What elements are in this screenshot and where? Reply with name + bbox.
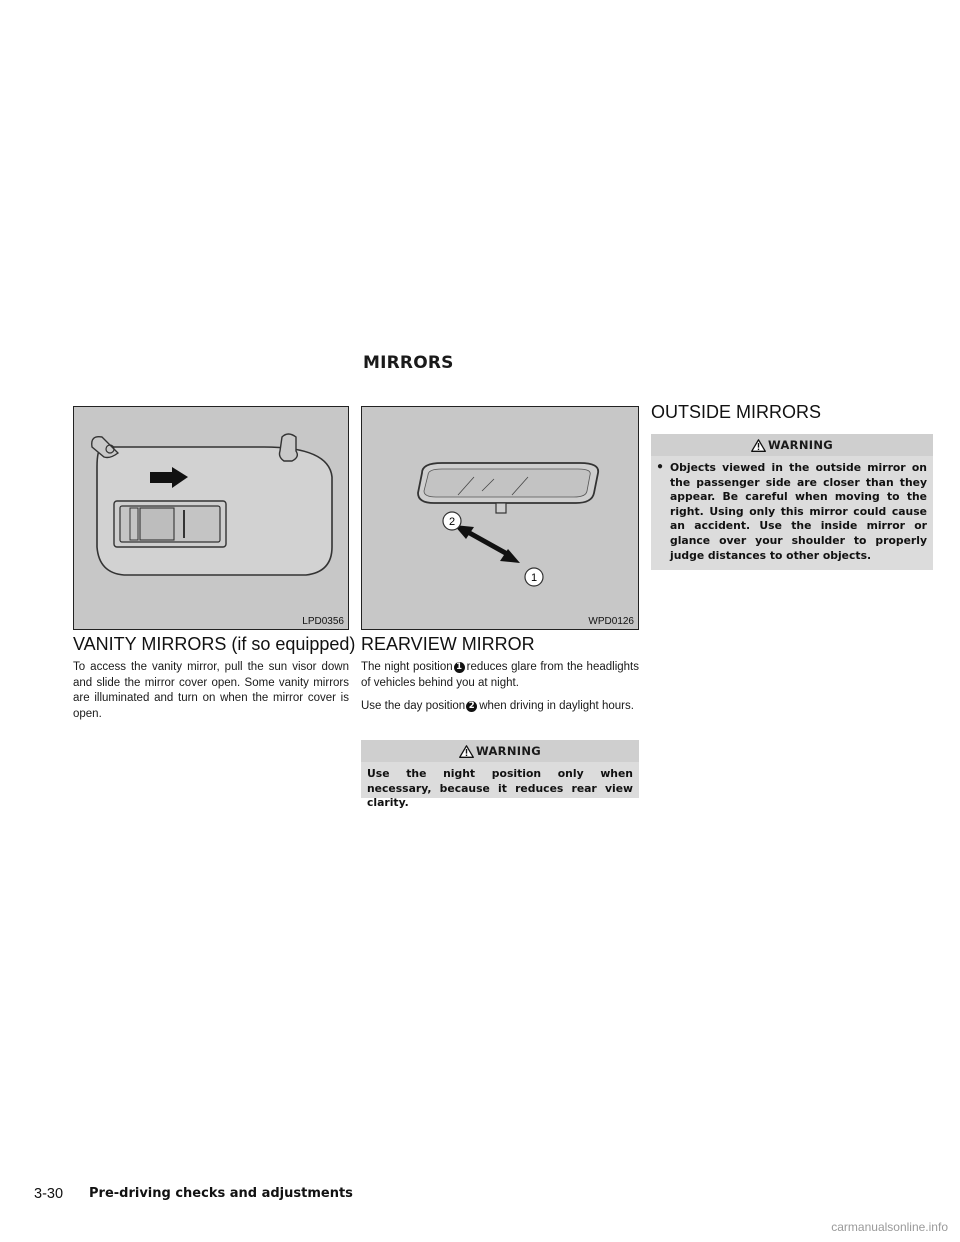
vanity-heading: VANITY MIRRORS (if so equipped) [73,634,356,654]
number-1-icon: 1 [454,662,465,673]
watermark: carmanualsonline.info [831,1220,948,1234]
rearview-warning-box [361,740,639,810]
figure-code: WPD0126 [588,616,634,627]
chapter-title: Pre-driving checks and adjustments [89,1186,353,1201]
vanity-text: To access the vanity mirror, pull the sun visor down and slide the mirror cover open. Some vanity mirrors are illuminated and turn on when the mirror cover is open. [73,661,349,720]
rearview-mirror-figure [361,406,639,630]
rearview-warning-text: Use the night position only when necessary, because it reduces rear view clarity. [367,767,633,810]
page-number: 3-30 [34,1186,64,1202]
rearview-paragraph-2: Use the day position 2 when driving in daylight hours. [361,700,634,712]
vanity-mirror-figure [73,406,349,630]
warning-icon [459,745,474,758]
warning-label: WARNING [476,744,541,758]
rearview-heading: REARVIEW MIRROR [361,634,535,654]
rearview-paragraph-1: The night position 1 reduces glare from the headlights of vehicles behind you at night. [361,661,639,689]
callout-2: 2 [448,516,456,528]
warning-header [361,740,639,762]
sun-visor-illustration [74,407,348,629]
bullet-icon: ● [657,461,664,472]
callout-1: 1 [530,572,538,584]
warning-icon [751,439,766,452]
outside-warning-box [651,434,933,570]
section-title: MIRRORS [363,353,454,373]
outside-warning-text: Objects viewed in the outside mirror on the passenger side are closer than they appear. Be careful when moving to the right. Using only this mirror could cause an accident. Use the inside mirror or glance over your shoulder to properly judge distances to other objects. [670,461,927,562]
figure-code: LPD0356 [302,616,344,627]
warning-header [651,434,933,456]
warning-label: WARNING [768,438,833,452]
outside-heading: OUTSIDE MIRRORS [651,402,822,422]
number-2-icon: 2 [466,701,477,712]
rearview-mirror-illustration [362,407,638,629]
